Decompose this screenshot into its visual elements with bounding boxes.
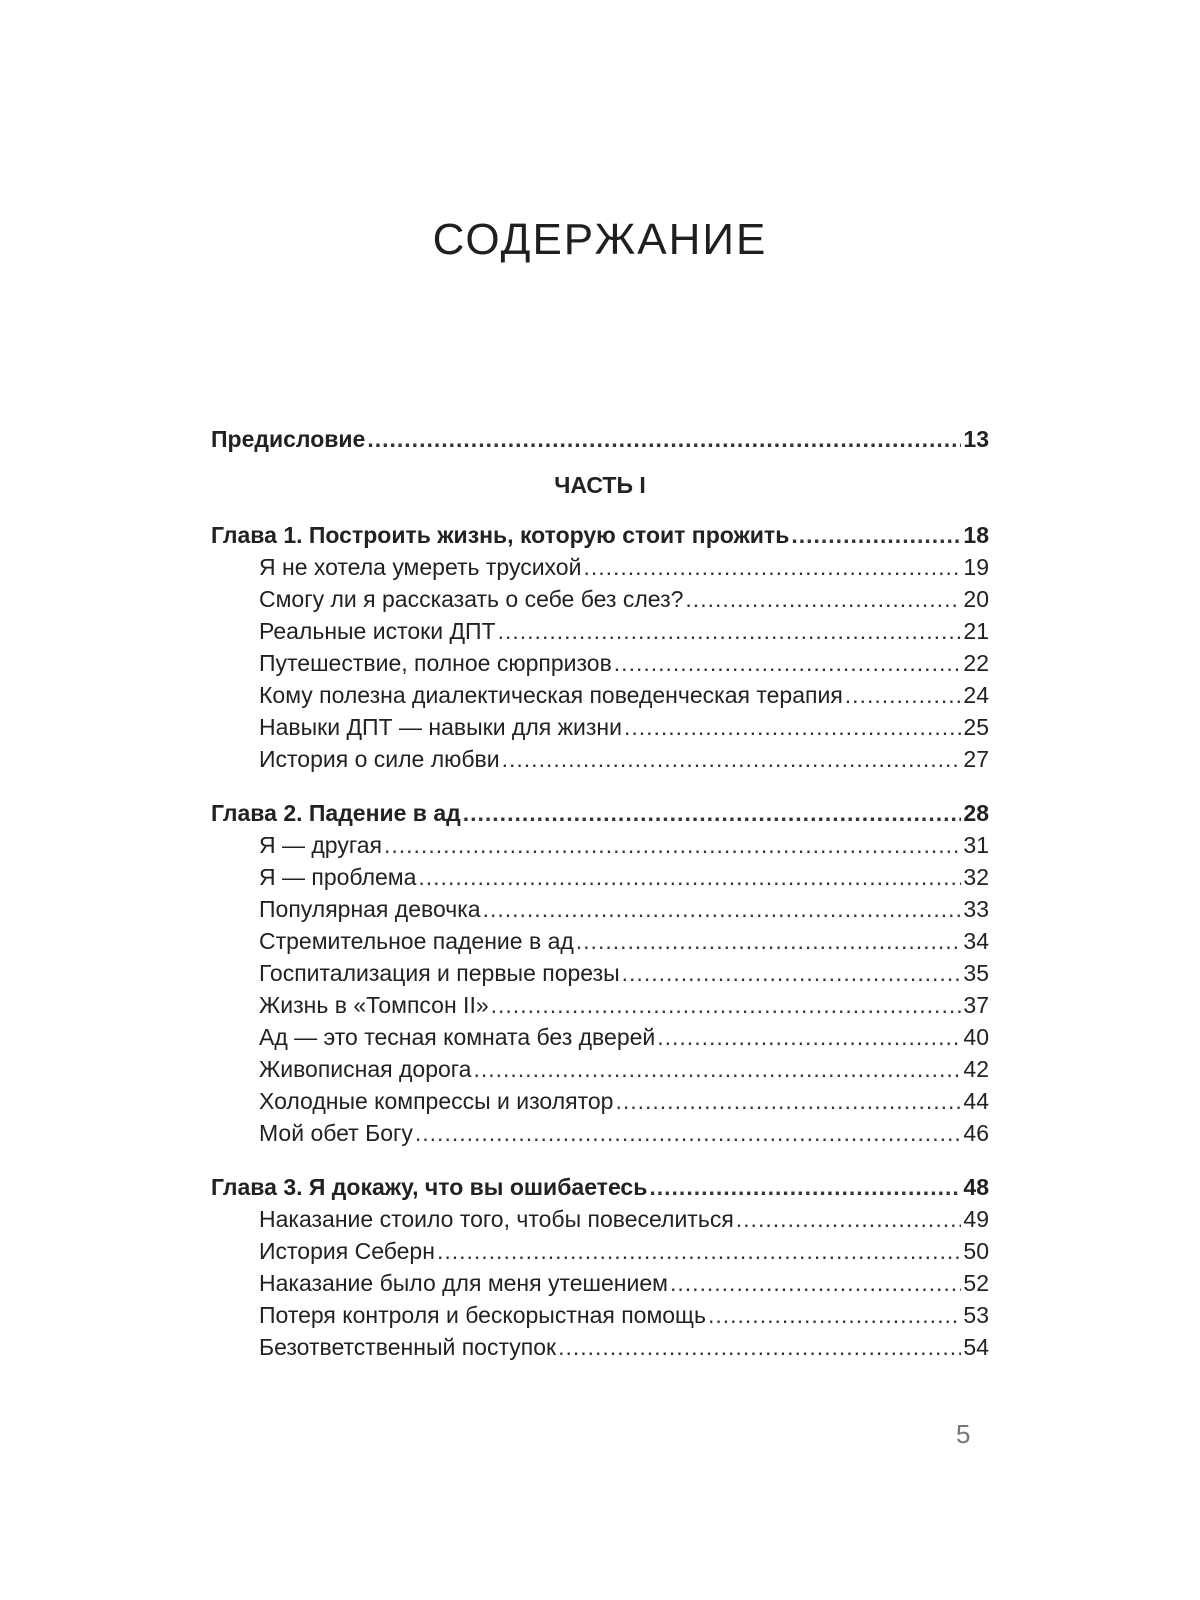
toc-section-page: 50: [963, 1238, 989, 1264]
dot-leader: [624, 711, 961, 743]
dot-leader: [367, 423, 961, 455]
dot-leader: [583, 551, 961, 583]
toc-section-label: Потеря контроля и бескорыстная помощь: [259, 1302, 706, 1328]
toc-section-label: Холодные компрессы и изолятор: [259, 1088, 614, 1114]
toc-section-label: Реальные истоки ДПТ: [259, 618, 496, 644]
dot-leader: [845, 679, 962, 711]
toc-section-page: 27: [963, 746, 989, 772]
toc-section-page: 19: [963, 554, 989, 580]
toc-section-page: 34: [963, 928, 989, 954]
toc-section[interactable]: [211, 861, 989, 893]
toc-chapter-title: Глава 1. Построить жизнь, которую стоит прожить: [211, 522, 790, 548]
toc-section-page: 24: [963, 682, 989, 708]
table-of-contents: [211, 423, 989, 1363]
toc-section-page: 49: [963, 1206, 989, 1232]
dot-leader: [491, 989, 962, 1021]
toc-section-label: Я — проблема: [259, 864, 417, 890]
toc-chapter-page: 18: [963, 522, 989, 548]
toc-section-label: Я не хотела умереть трусихой: [259, 554, 582, 580]
dot-leader: [576, 925, 962, 957]
toc-section-label: Я — другая: [259, 832, 382, 858]
dot-leader: [483, 893, 962, 925]
toc-section-page: 21: [963, 618, 989, 644]
toc-section-page: 54: [963, 1334, 989, 1360]
toc-section-label: Мой обет Богу: [259, 1120, 413, 1146]
dot-leader: [670, 1267, 961, 1299]
toc-chapter-title: Глава 2. Падение в ад: [211, 800, 461, 826]
toc-section-label: Наказание было для меня утешением: [259, 1270, 668, 1296]
page-title: СОДЕРЖАНИЕ: [432, 215, 768, 264]
dot-leader: [558, 1331, 961, 1363]
toc-section-label: Госпитализация и первые порезы: [259, 960, 620, 986]
dot-leader: [463, 797, 962, 829]
toc-section[interactable]: [211, 1267, 989, 1299]
dot-leader: [418, 861, 961, 893]
dot-leader: [473, 1053, 961, 1085]
toc-chapter-3[interactable]: [211, 1171, 989, 1203]
toc-section-page: 44: [963, 1088, 989, 1114]
toc-section-page: 42: [963, 1056, 989, 1082]
toc-section[interactable]: [211, 989, 989, 1021]
toc-section-label: Путешествие, полное сюрпризов: [259, 650, 612, 676]
toc-section-label: Смогу ли я рассказать о себе без слез?: [259, 586, 684, 612]
toc-section[interactable]: [211, 1299, 989, 1331]
toc-chapter-page: 28: [963, 800, 989, 826]
toc-chapter-page: 48: [963, 1174, 989, 1200]
toc-section[interactable]: [211, 1085, 989, 1117]
toc-section[interactable]: [211, 893, 989, 925]
toc-section[interactable]: [211, 647, 989, 679]
toc-section-page: 40: [963, 1024, 989, 1050]
toc-entry-label: Предисловие: [211, 426, 366, 452]
toc-section-label: История о силе любви: [259, 746, 500, 772]
toc-section-page: 52: [963, 1270, 989, 1296]
dot-leader: [615, 1085, 961, 1117]
dot-leader: [736, 1203, 962, 1235]
toc-section[interactable]: [211, 615, 989, 647]
toc-section-label: Наказание стоило того, чтобы повеселиться: [259, 1206, 734, 1232]
toc-section-label: Жизнь в «Томпсон II»: [259, 992, 489, 1018]
toc-chapter-title: Глава 3. Я докажу, что вы ошибаетесь: [211, 1174, 648, 1200]
toc-section[interactable]: [211, 583, 989, 615]
toc-section[interactable]: [211, 1053, 989, 1085]
toc-section-label: Ад — это тесная комната без дверей: [259, 1024, 656, 1050]
dot-leader: [384, 829, 961, 861]
chapter-list: [211, 519, 989, 1363]
toc-section-page: 33: [963, 896, 989, 922]
toc-section[interactable]: [211, 1235, 989, 1267]
dot-leader: [415, 1117, 962, 1149]
toc-section[interactable]: [211, 1331, 989, 1363]
toc-chapter-2[interactable]: [211, 797, 989, 829]
toc-section-label: Живописная дорога: [259, 1056, 472, 1082]
toc-section-page: 32: [963, 864, 989, 890]
toc-section-page: 20: [963, 586, 989, 612]
toc-chapter-1[interactable]: [211, 519, 989, 551]
toc-section[interactable]: [211, 551, 989, 583]
toc-section[interactable]: [211, 1117, 989, 1149]
toc-section-page: 37: [963, 992, 989, 1018]
dot-leader: [657, 1021, 961, 1053]
toc-section[interactable]: [211, 925, 989, 957]
toc-section[interactable]: [211, 1203, 989, 1235]
toc-section-label: Стремительное падение в ад: [259, 928, 574, 954]
dot-leader: [614, 647, 962, 679]
toc-entry-page: 13: [963, 426, 989, 452]
dot-leader: [498, 615, 962, 647]
toc-section-label: Навыки ДПТ — навыки для жизни: [259, 714, 622, 740]
dot-leader: [502, 743, 962, 775]
toc-section-page: 53: [963, 1302, 989, 1328]
dot-leader: [622, 957, 962, 989]
dot-leader: [708, 1299, 961, 1331]
dot-leader: [685, 583, 961, 615]
toc-section-page: 35: [963, 960, 989, 986]
toc-section[interactable]: [211, 711, 989, 743]
toc-section-page: 46: [963, 1120, 989, 1146]
toc-section-page: 25: [963, 714, 989, 740]
dot-leader: [437, 1235, 961, 1267]
toc-section[interactable]: [211, 1021, 989, 1053]
dot-leader: [791, 519, 961, 551]
toc-section-label: Кому полезна диалектическая поведенческая терапия: [259, 682, 843, 708]
toc-section-label: История Себерн: [259, 1238, 435, 1264]
page-number: 5: [956, 1419, 971, 1449]
toc-entry-preface[interactable]: [211, 423, 989, 455]
part-heading: ЧАСТЬ I: [554, 472, 646, 498]
toc-section-label: Популярная девочка: [259, 896, 481, 922]
toc-section-label: Безответственный поступок: [259, 1334, 557, 1360]
dot-leader: [649, 1171, 961, 1203]
toc-section[interactable]: [211, 743, 989, 775]
toc-section[interactable]: [211, 679, 989, 711]
toc-section-page: 22: [963, 650, 989, 676]
toc-section-page: 31: [963, 832, 989, 858]
toc-section[interactable]: [211, 829, 989, 861]
toc-section[interactable]: [211, 957, 989, 989]
